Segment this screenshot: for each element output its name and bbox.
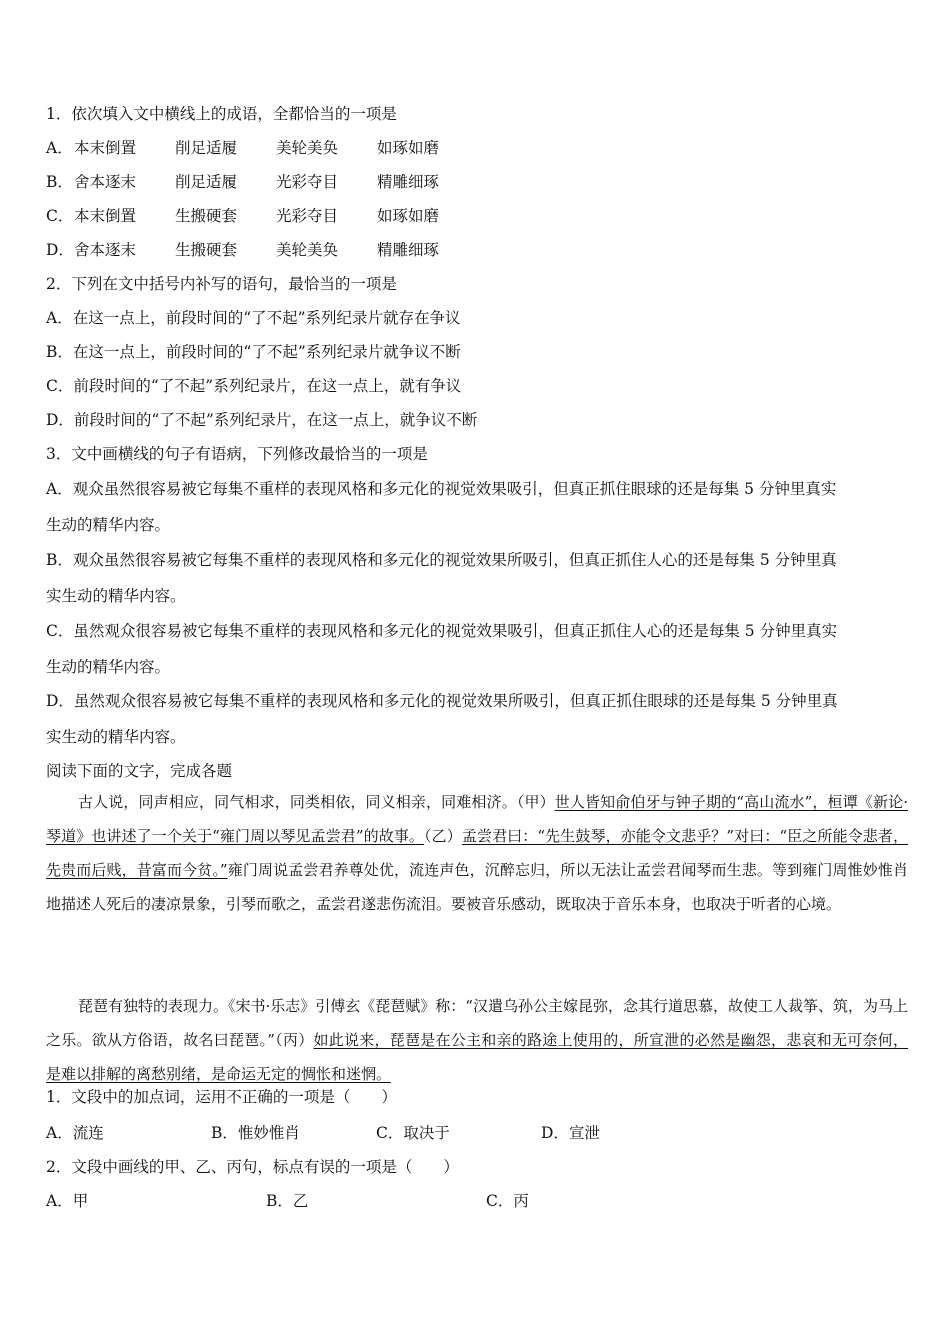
q2-option-b: B．在这一点上，前段时间的“了不起”系列纪录片就争议不断 [46, 343, 461, 361]
q3-option-d-line2: 实生动的精华内容。 [46, 728, 186, 746]
q1-option-b: B．舍本逐末 削足适履 光彩夺目 精雕细琢 [46, 173, 440, 191]
q5-stem: 2．文段中画线的甲、乙、丙句，标点有误的一项是（ ） [46, 1158, 459, 1176]
q3-option-a-line1: A．观众虽然很容易被它每集不重样的表现风格和多元化的视觉效果吸引，但真正抓住眼球的还是每集 5 分钟里真实 [46, 480, 837, 498]
q3-option-d-line1: D．虽然观众很容易被它每集不重样的表现风格和多元化的视觉效果所吸引，但真正抓住眼球的还是每集 5 分钟里真 [46, 692, 838, 710]
reading-paragraph-2: 琵琶有独特的表现力。《宋书·乐志》引傅玄《琵琶赋》称：“汉遣乌孙公主嫁昆弥，念其行道思慕，故使工人裁筝、筑，为马上之乐。欲从方俗语，故名曰琵琶。”（丙）如此说来，琵琶是在公主和亲的路途上使用的，所宣泄的必然是幽怨，悲哀和无可奈何，是难以排解的离愁别绪，是命运无定的惆怅和迷惘。 [46, 997, 908, 1083]
q3-option-c-line2: 生动的精华内容。 [46, 658, 171, 676]
q1-option-d: D．舍本逐末 生搬硬套 美轮美奂 精雕细琢 [46, 241, 440, 259]
q5-options: A．甲 B．乙 C．丙 [46, 1192, 529, 1210]
sentence-jia: 世人皆知俞伯牙与钟子期的“高山流水”，桓谭《新论·琴道》也讲述了一个关于“雍门周以琴见孟尝君”的故事。 [46, 793, 908, 845]
q4-options: A．流连 B．惟妙惟肖 C．取决于 D．宣泄 [46, 1124, 600, 1142]
q1-stem: 1．依次填入文中横线上的成语，全都恰当的一项是 [46, 105, 397, 123]
q2-option-d: D．前段时间的“了不起”系列纪录片，在这一点上，就争议不断 [46, 411, 478, 429]
q2-option-a: A．在这一点上，前段时间的“了不起”系列纪录片就存在争议 [46, 309, 461, 327]
q1-option-a: A．本末倒置 削足适履 美轮美奂 如琢如磨 [46, 139, 440, 157]
q2-stem: 2．下列在文中括号内补写的语句，最恰当的一项是 [46, 275, 397, 293]
q3-option-a-line2: 生动的精华内容。 [46, 516, 171, 534]
q3-stem: 3．文中画横线的句子有语病，下列修改最恰当的一项是 [46, 445, 428, 463]
sentence-bing: 如此说来，琵琶是在公主和亲的路途上使用的，所宣泄的必然是幽怨，悲哀和无可奈何，是难以排解的离愁别绪，是命运无定的惆怅和迷惘。 [46, 1031, 908, 1083]
sentence-yi: 孟尝君曰：“先生鼓琴，亦能令文悲乎？”对曰：“臣之所能令悲者，先贵而后贱，昔富而今贫。” [46, 827, 908, 879]
q3-option-b-line2: 实生动的精华内容。 [46, 587, 186, 605]
q2-option-c: C．前段时间的“了不起”系列纪录片，在这一点上，就有争议 [46, 377, 462, 395]
q3-option-b-line1: B．观众虽然很容易被它每集不重样的表现风格和多元化的视觉效果所吸引，但真正抓住人心的还是每集 5 分钟里真 [46, 551, 837, 569]
q4-stem: 1．文段中的加点词，运用不正确的一项是（ ） [46, 1088, 397, 1106]
reading-paragraph-1: 古人说，同声相应，同气相求，同类相依，同义相亲，同难相济。（甲）世人皆知俞伯牙与钟子期的“高山流水”，桓谭《新论·琴道》也讲述了一个关于“雍门周以琴见孟尝君”的故事。（乙）孟尝君曰：“先生鼓琴，亦能令文悲乎？”对曰：“臣之所能令悲者，先贵而后贱，昔富而今贫。”雍门周说孟尝君养尊处优，流连声色，沉醉忘归，所以无法让孟尝君闻琴而生悲。等到雍门周惟妙惟肖地描述人死后的凄凉景象，引琴而歌之，孟尝君遂悲伤流泪。要被音乐感动，既取决于音乐本身，也取决于听者的心境。 [46, 793, 908, 913]
q3-option-c-line1: C．虽然观众很容易被它每集不重样的表现风格和多元化的视觉效果吸引，但真正抓住人心的还是每集 5 分钟里真实 [46, 622, 838, 640]
q1-option-c: C．本末倒置 生搬硬套 光彩夺目 如琢如磨 [46, 207, 440, 225]
reading-intro: 阅读下面的文字，完成各题 [46, 762, 233, 780]
